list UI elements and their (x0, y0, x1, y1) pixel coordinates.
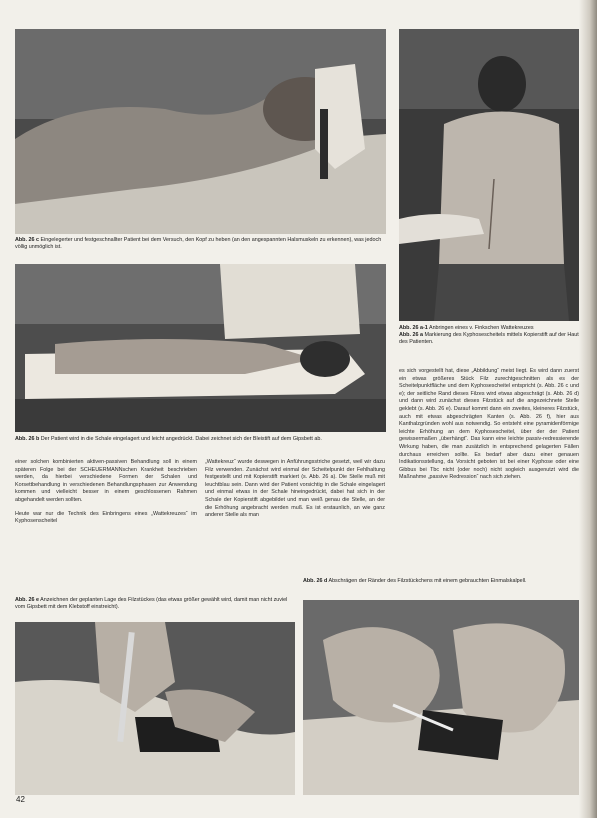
caption-label: Abb. 26 c (15, 237, 39, 243)
caption-fig-26b (15, 436, 385, 443)
page-edge-shadow (579, 0, 597, 818)
paragraph: „Wattekreuz“ wurde deswegen in Anführungsstriche gesetzt, weil wir dazu Filz verwenden. Zunächst wird einmal der Scheitelpunkt der Fehlhaltung festgestellt und mit Kopierstift markiert (s. Abb. 26 a). Die Stelle muß mit leuchtblau sein. Dann wird der Patient vorsichtig in die Schale eingelagert und einmal etwas in der Schale hineingedrückt, dabei hat sich in der Schale der Kopierstift abgebildet und man weiß genau die Stelle, an der die Erhöhung angebracht werden muß. Es ist erstaunlich, an wie ganz anderer Stelle als man (205, 459, 385, 519)
photo-fig-26b (15, 264, 386, 432)
caption-text: Abschrägen der Ränder des Filzstückchens mit einem gebrauchten Einmalskalpell. (328, 578, 527, 584)
paragraph: es sich vorgestellt hat, diese „Abbildung“ meist liegt. Es wird dann zuerst ein etwas größeres Stück Filz zurechtgeschnitten als es der Scheitelpunktfläche und dem Kyphosescheitel entspricht (s. Abb. 26 c und e); der seitliche Rand dieses Filzes wird etwas abgeschrägt (s. Abb. 26 d) und dann wird zunächst dieses Filzstück auf die angezeichnete Stelle geklebt (s. Abb. 26 e). Darauf kommt dann ein zweites, kleineres Filzstück, auch mit etwas abgeschrägten Kanten (s. Abb. 26 f), hier aus Kanthalzgründen wohl aus notwendig. So entsteht eine pyramidenförmige leichte Erhöhung an dem Kyphosescheitel, über der der Patient gewissermaßen „überhängt“. Das kann eine leichte passiv-redressierende Wirkung haben, die man zusätzlich in entsprechend gelagerten Fällen durchaus erreichen sollte. Es bedarf aber dazu einer genauen Indikationsstellung, da Vorsicht geboten ist bei einer Kyphose oder eine Gibbus bei Tbc nicht (oder noch) nicht sogleich ausgenutzt wird die Maßnahme „passive Redression“ nach sich ziehen. (399, 368, 579, 481)
caption-label: Abb. 26 b (15, 436, 40, 442)
photo-fig-26a (399, 29, 579, 321)
photo-fig-26c (15, 29, 386, 234)
paragraph: einer solchen kombinierten aktiven-passiven Behandlung soll in einem späteren Folge bei der SCHEUERMANNschen Krankheit beschrieben werden, da hierbei verschiedene Formen der Schalen und Korsettbehandlung in verschiedenen Behandlungsphasen zur Anwendung kommen und vielleicht besser in einem geschlossenen Rahmen abgehandelt werden sollten. (15, 459, 197, 503)
paragraph: Heute war nur die Technik des Einbringens eines „Wattekreuzes“ im Kyphosenscheitel (15, 510, 197, 525)
caption-fig-26a (399, 325, 579, 346)
caption-text: Eingelegerter und festgeschnallter Patient bei dem Versuch, den Kopf zu heben (an den angespannten Halsmuskeln zu erkennen), was jedoch völlig unmöglich ist. (15, 237, 382, 250)
photo-fig-26d (303, 600, 579, 795)
caption-label: Abb. 26 a (399, 332, 423, 338)
text-column-3 (399, 368, 579, 482)
caption-fig-26d (303, 578, 579, 585)
caption-text: Anbringen eines v. Finkschen Wattekreuzes (428, 325, 534, 331)
caption-label: Abb. 26 d (303, 578, 328, 584)
caption-text: Der Patient wird in die Schale eingelagert und leicht angedrückt. Dabei zeichnet sich der Bleistift auf dem Gipsbett ab. (40, 436, 322, 442)
page-number: 42 (16, 795, 25, 804)
caption-fig-26c (15, 237, 385, 251)
caption-text: Markierung des Kyphosescheitels mittels Kopierstift auf der Haut des Patienten. (399, 332, 579, 345)
text-column-2 (205, 459, 385, 520)
photo-fig-26e (15, 622, 295, 795)
text-column-1 (15, 459, 197, 526)
caption-text: Anzeichnen der geplanten Lage des Filzstückes (das etwas größer gewählt wird, damit man nicht zuviel vom Gipsbett mit dem Klebstoff einstreicht). (15, 597, 288, 610)
caption-label: Abb. 26 e (15, 597, 39, 603)
caption-label: Abb. 26 a-1 (399, 325, 428, 331)
caption-fig-26e (15, 597, 295, 611)
